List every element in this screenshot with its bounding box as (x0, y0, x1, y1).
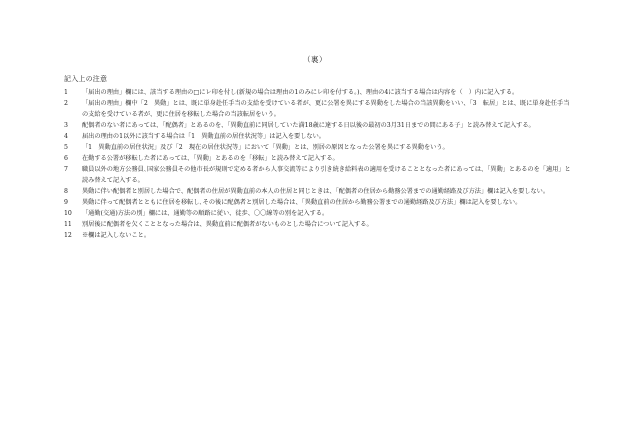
note-text: 別居後に配偶者を欠くこととなった場合は、異動直前に配偶者がないものとした場合について記入する。 (82, 221, 373, 228)
note-item (64, 120, 574, 131)
page-side-label: （裏） (303, 55, 327, 64)
note-text: 「通勤(交通)方法の別」欄には、通勤等の順路に従い、徒歩、〇〇線等の別を記入する。 (82, 210, 329, 217)
note-text: 在勤する公署が移転した者にあっては、「異動」とあるのを「移転」と読み替えて記入する。 (82, 155, 339, 162)
note-number: 8 (64, 188, 68, 195)
note-text: 「届出の理由」欄中「2 異動」とは、既に単身赴任手当の支給を受けている者が、更に公署を異にする異動をした場合の当該異動をいい、「3 転居」とは、既に単身赴任手当の支給を受けている者が、更に住居を移転した場合の当該転居をいう。 (82, 100, 570, 118)
notes-title: 記入上の注意 (64, 75, 108, 83)
note-number: 11 (64, 221, 72, 228)
note-number: 6 (64, 155, 68, 162)
note-item (64, 208, 574, 219)
note-number: 2 (64, 100, 68, 107)
note-number: 10 (64, 210, 72, 217)
note-text: 配偶者のない者にあっては、「配偶者」とあるのを、「異動直前に同居していた満18歳に達する日以後の最初の3月31日までの間にある子」と読み替えて記入する。 (82, 122, 535, 129)
note-item (64, 87, 574, 98)
note-number: 1 (64, 89, 68, 96)
note-text: ※欄は記入しないこと。 (82, 232, 151, 239)
note-item (64, 164, 574, 186)
note-text: 届出の理由の1以外に該当する場合は「1 異動直前の居住状況等」は記入を要しない。 (82, 133, 325, 140)
note-item (64, 230, 574, 241)
note-number: 7 (64, 166, 68, 173)
note-item (64, 153, 574, 164)
note-item (64, 98, 574, 120)
note-item (64, 219, 574, 230)
note-number: 5 (64, 144, 68, 151)
note-item (64, 131, 574, 142)
note-text: 異動に伴って配偶者とともに住居を移転し､その後に配偶者と別居した場合は、「異動直前の住居から勤務公署までの通勤経路及び方法」欄は記入を要しない。 (82, 199, 522, 206)
note-number: 12 (64, 232, 72, 239)
note-item (64, 186, 574, 197)
note-text: 職員以外の地方公務員､国家公務員その他市長が規則で定める者から人事交流等により引き続き給料表の適用を受けることとなった者にあっては、「異動」とあるのを「適用」と読み替えて記入する。 (82, 166, 571, 184)
note-number: 3 (64, 122, 68, 129)
note-text: 「1 異動直前の居住状況」及び「2 現在の居住状況等」において「異動」とは、別居の原因となった公署を異にする異動をいう。 (82, 144, 449, 151)
note-item (64, 197, 574, 208)
note-number: 4 (64, 133, 68, 140)
note-text: 「届出の理由」欄には、該当する理由の□にレ印を付し(新規の場合は理由の1のみにレ印を付する。)、理由の4に該当する場合は内容を（ ）内に記入する。 (82, 89, 519, 96)
note-item (64, 142, 574, 153)
note-text: 異動に伴い配偶者と別居した場合で、配偶者の住居が異動直前の本人の住居と同じときは、「配偶者の住居から勤務公署までの通勤経路及び方法」欄は記入を要しない。 (82, 188, 550, 195)
note-number: 9 (64, 199, 68, 206)
notes-list (64, 87, 574, 241)
